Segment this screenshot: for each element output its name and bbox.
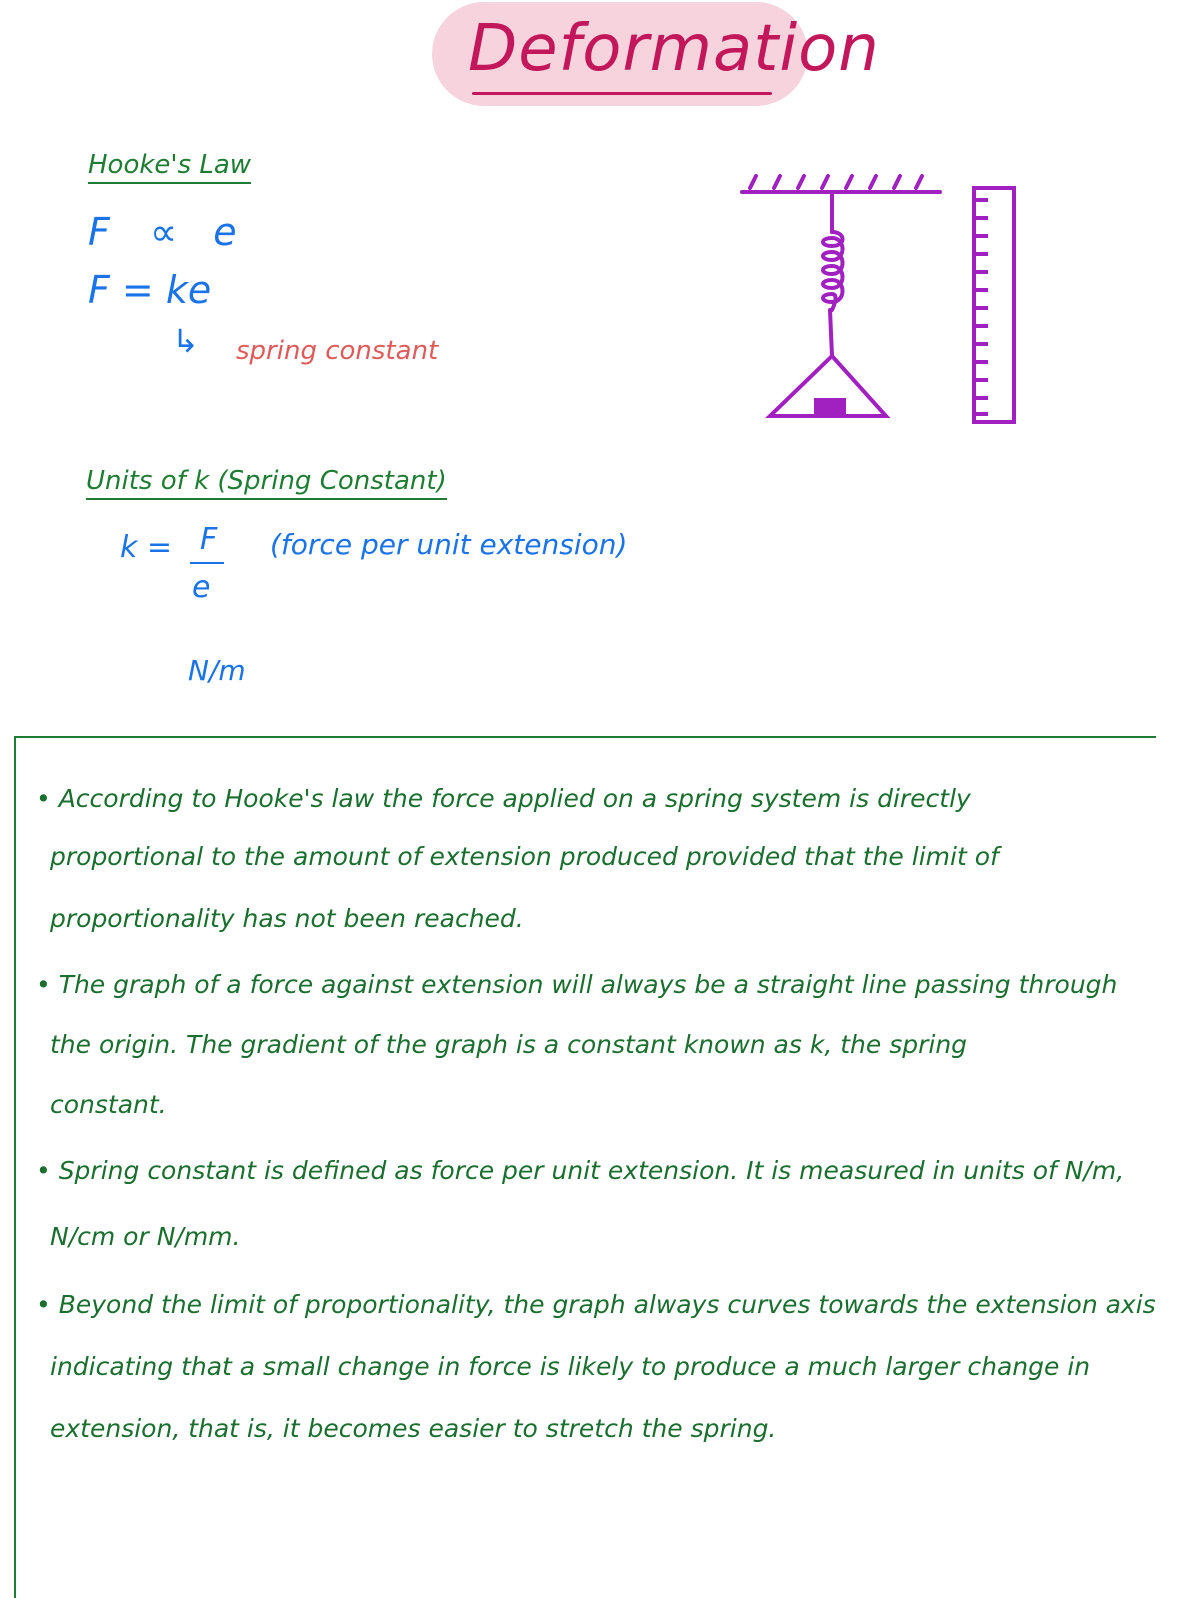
note-line: • The graph of a force against extension will always be a straight line passing through — [36, 970, 1118, 999]
equation-hookes-law: F = ke — [88, 268, 212, 312]
note-line: extension, that is, it becomes easier to stretch the spring. — [50, 1414, 777, 1443]
note-line: proportional to the amount of extension produced provided that the limit of — [50, 842, 999, 871]
note-line: the origin. The gradient of the graph is a constant known as k, the spring — [50, 1030, 968, 1059]
page-title: Deformation — [468, 12, 880, 86]
equation-proportional — [88, 210, 237, 254]
hookes-law-heading: Hooke's Law — [88, 150, 251, 184]
title-underline — [472, 92, 772, 95]
note-line: N/cm or N/mm. — [50, 1222, 241, 1251]
fraction-bar — [190, 562, 224, 564]
spring-icon — [823, 192, 843, 356]
units-description: (force per unit extension) — [270, 528, 628, 561]
eq1-left: F — [88, 210, 110, 254]
eq1-right: e — [213, 210, 237, 254]
arrow-icon: ↳ — [172, 322, 199, 360]
mass-block-icon — [814, 398, 846, 418]
units-heading: Units of k (Spring Constant) — [86, 466, 447, 500]
note-line: indicating that a small change in force is likely to produce a much larger change in — [50, 1352, 1091, 1381]
note-line: • According to Hooke's law the force applied on a spring system is directly — [36, 784, 971, 813]
spring-constant-label: spring constant — [236, 336, 439, 366]
note-line: • Spring constant is defined as force per unit extension. It is measured in units of N/m, — [36, 1156, 1125, 1185]
ruler-icon — [974, 188, 1014, 422]
note-line: constant. — [50, 1090, 167, 1119]
note-line: • Beyond the limit of proportionality, the graph always curves towards the extension axis — [36, 1290, 1156, 1319]
unit-label: N/m — [188, 654, 246, 687]
k-equals: k = — [120, 530, 173, 565]
fraction-numerator: F — [200, 522, 218, 557]
proportional-symbol: ∝ — [149, 210, 178, 254]
note-line: proportionality has not been reached. — [50, 904, 524, 933]
fraction-denominator: e — [192, 570, 211, 605]
spring-diagram — [736, 160, 1036, 440]
ceiling-hatch-icon — [750, 176, 922, 188]
